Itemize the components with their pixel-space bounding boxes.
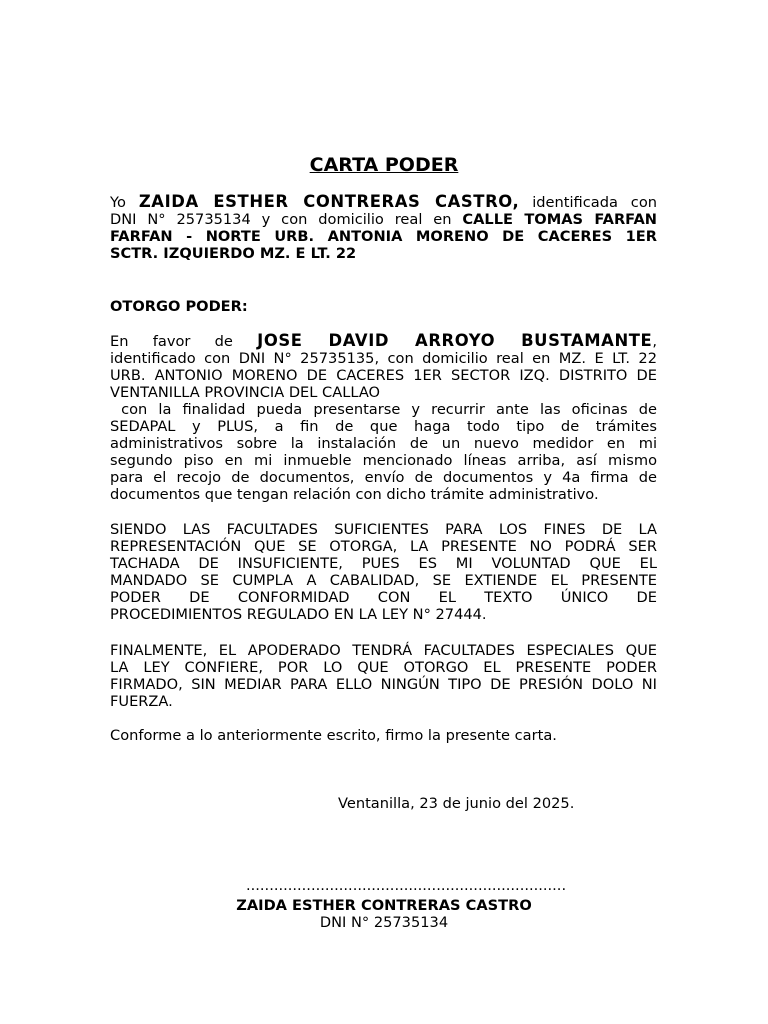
- paragraph-line: SIENDO LAS FACULTADES SUFICIENTES PARA LOS FINES DE LA: [110, 521, 657, 538]
- paragraph-line: [110, 193, 657, 211]
- paragraph-line: segundo piso en mi inmueble mencionado líneas arriba, así mismo: [110, 452, 657, 469]
- document-title: CARTA PODER: [309, 154, 459, 176]
- paragraph-line: FUERZA.: [110, 693, 173, 710]
- attorney-paragraph: [110, 332, 657, 503]
- paragraph-line: MANDADO SE CUMPLA A CABALIDAD, SE EXTIENDE EL PRESENTE: [110, 572, 657, 589]
- place-and-date: Ventanilla, 23 de junio del 2025.: [338, 795, 575, 812]
- conformity-statement: Conforme a lo anteriormente escrito, firmo la presente carta.: [110, 727, 557, 744]
- paragraph-line: VENTANILLA PROVINCIA DEL CALLAO: [110, 384, 381, 401]
- text-run: Yo: [110, 194, 139, 211]
- paragraph-line: PROCEDIMIENTOS REGULADO EN LA LEY N° 27444.: [110, 606, 487, 623]
- text-run: identificada con: [519, 194, 658, 211]
- attorney-name: JOSE DAVID ARROYO BUSTAMANTE: [257, 331, 653, 350]
- paragraph-line: FIRMADO, SIN MEDIAR PARA ELLO NINGÚN TIPO DE PRESIÓN DOLO NI: [110, 676, 657, 693]
- text-run: En favor de: [110, 333, 258, 350]
- address-line: FARFAN - NORTE URB. ANTONIA MORENO DE CACERES 1ER: [110, 228, 657, 245]
- signer-dni: DNI N° 25735134: [319, 914, 449, 931]
- paragraph-line: para el recojo de documentos, envío de documentos y 4a firma de: [110, 469, 657, 486]
- paragraph-line: LA LEY CONFIERE, POR LO QUE OTORGO EL PRESENTE PODER: [110, 659, 657, 676]
- text-run: DNI N° 25735134 y con domicilio real en: [110, 211, 463, 228]
- signer-name: ZAIDA ESTHER CONTRERAS CASTRO: [236, 897, 532, 914]
- paragraph-line: FINALMENTE, EL APODERADO TENDRÁ FACULTADES ESPECIALES QUE: [110, 642, 657, 659]
- grantor-paragraph: [110, 193, 657, 262]
- paragraph-line: administrativos sobre la instalación de un nuevo medidor en mi: [110, 435, 657, 452]
- paragraph-line: REPRESENTACIÓN QUE SE OTORGA, LA PRESENTE NO PODRÁ SER: [110, 538, 657, 555]
- paragraph-line: [110, 332, 657, 350]
- paragraph-line: documentos que tengan relación con dicho trámite administrativo.: [110, 486, 599, 503]
- paragraph-line: [110, 211, 657, 228]
- signature-line: .....................................................................: [246, 877, 567, 894]
- otorgo-poder-heading: OTORGO PODER:: [110, 298, 248, 315]
- grantor-name: ZAIDA ESTHER CONTRERAS CASTRO,: [138, 192, 520, 211]
- paragraph-line: PODER DE CONFORMIDAD CON EL TEXTO ÚNICO DE: [110, 589, 657, 606]
- paragraph-line: SEDAPAL y PLUS, a fin de que haga todo tipo de trámites: [110, 418, 657, 435]
- closing-paragraph: [110, 642, 657, 710]
- address-text: CALLE TOMAS FARFAN: [462, 211, 657, 228]
- paragraph-line: identificado con DNI N° 25735135, con domicilio real en MZ. E LT. 22: [110, 350, 657, 367]
- text-run: ,: [652, 333, 657, 350]
- faculties-paragraph: [110, 521, 657, 623]
- paragraph-line: con la finalidad pueda presentarse y recurrir ante las oficinas de: [110, 401, 657, 418]
- paragraph-line: TACHADA DE INSUFICIENTE, PUES ES MI VOLUNTAD QUE EL: [110, 555, 657, 572]
- paragraph-line: URB. ANTONIO MORENO DE CACERES 1ER SECTOR IZQ. DISTRITO DE: [110, 367, 657, 384]
- address-line: SCTR. IZQUIERDO MZ. E LT. 22: [110, 245, 357, 262]
